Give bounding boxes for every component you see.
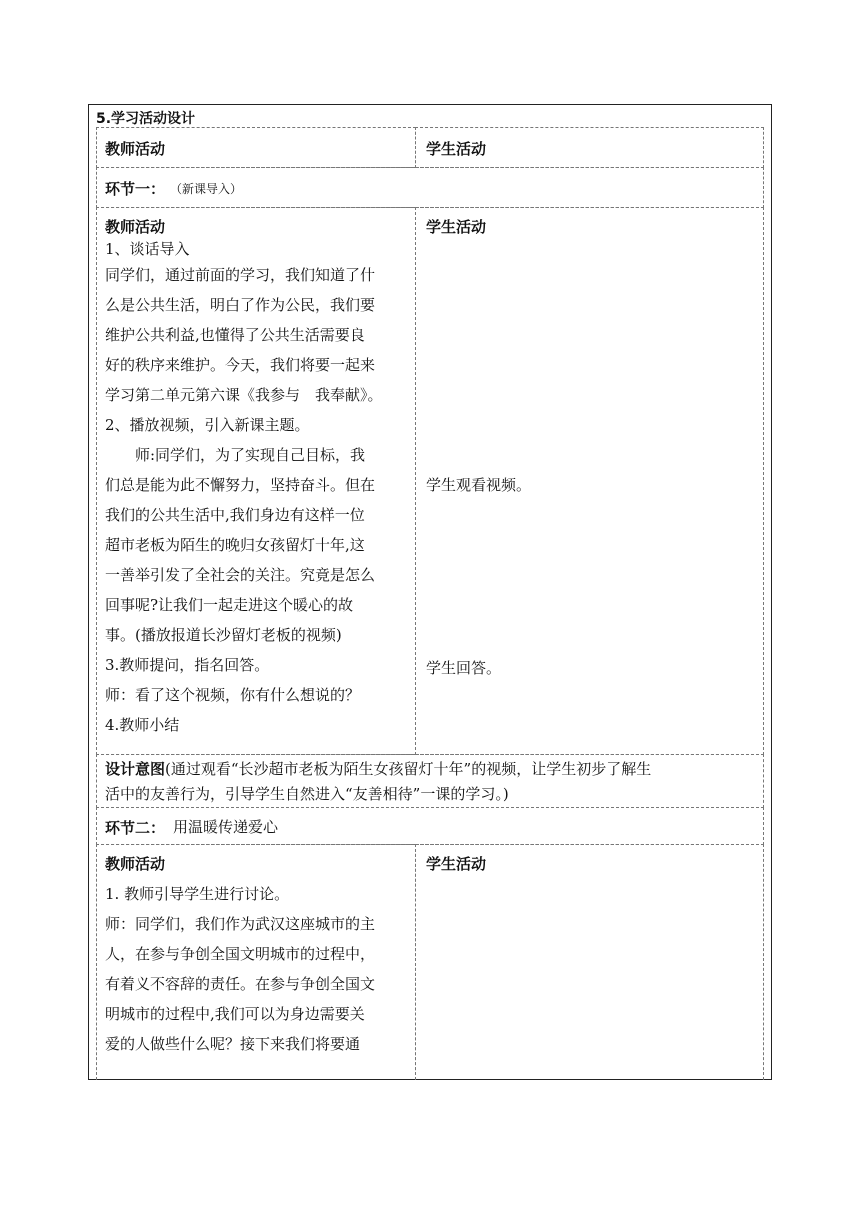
text-line: 1、谈话导入: [105, 240, 190, 258]
design-intent-text: [105, 757, 651, 807]
block2-teacher-head: 教师活动: [105, 855, 166, 873]
text-line: 人，在参与争创全国文明城市的过程中，: [105, 945, 376, 963]
stage1-row: [96, 167, 764, 208]
stage2-row: [96, 807, 764, 845]
header-student-label: 学生活动: [426, 140, 487, 158]
text-line: 好的秩序来维护。今天，我们将要一起来: [105, 356, 376, 374]
stage2-title: 用温暖传递爱心: [173, 818, 279, 836]
text-line: 师:同学们，为了实现自己目标，我: [105, 446, 366, 464]
text-line: 维护公共利益,也懂得了公共生活需要良: [105, 326, 365, 344]
design-intent-line1: (通过观看“长沙超市老板为陌生女孩留灯十年”的视频，让学生初步了解生: [165, 760, 652, 778]
text-line: 师：同学们，我们作为武汉这座城市的主: [105, 915, 376, 933]
block1-teacher-cell: [96, 207, 416, 755]
text-line: 么是公共生活，明白了作为公民，我们要: [105, 296, 376, 314]
text-line: 2、播放视频，引入新课主题。: [105, 416, 310, 434]
design-intent-line2: 活中的友善行为，引导学生自然进入“友善相待”一课的学习。): [105, 785, 509, 803]
header-student-cell: [415, 127, 764, 168]
header-teacher-cell: [96, 127, 416, 168]
text-line: 1. 教师引导学生进行讨论。: [105, 885, 290, 903]
block2-student-head: 学生活动: [426, 855, 487, 873]
text-line: 有着义不容辞的责任。在参与争创全国文: [105, 975, 376, 993]
header-teacher-label: 教师活动: [105, 140, 166, 158]
block1-teacher-head: 教师活动: [105, 218, 166, 236]
text-line: 一善举引发了全社会的关注。究竟是怎么: [105, 566, 376, 584]
text-line: 师：看了这个视频，你有什么想说的？: [105, 686, 361, 704]
stage1-note: （新课导入）: [170, 182, 243, 196]
student-answer-text: 学生回答。: [426, 659, 502, 677]
block2-student-cell: [415, 844, 764, 1080]
text-line: 同学们，通过前面的学习，我们知道了什: [105, 266, 376, 284]
section-title: 5.学习活动设计: [96, 111, 196, 127]
text-line: 4.教师小结: [105, 716, 180, 734]
text-line: 学习第二单元第六课《我参与 我奉献》。: [105, 386, 383, 404]
text-line: 们总是能为此不懈努力，坚持奋斗。但在: [105, 476, 376, 494]
text-line: 明城市的过程中,我们可以为身边需要关: [105, 1005, 365, 1023]
text-line: 我们的公共生活中,我们身边有这样一位: [105, 506, 365, 524]
text-line: 事。(播放报道长沙留灯老板的视频): [105, 626, 342, 644]
text-line: 超市老板为陌生的晚归女孩留灯十年,这: [105, 536, 365, 554]
design-intent-label: 设计意图: [105, 760, 166, 778]
stage1-label: 环节一：: [105, 180, 166, 198]
student-watch-text: 学生观看视频。: [426, 476, 532, 494]
block1-student-cell: [415, 207, 764, 755]
stage2-label: 环节二：: [105, 819, 166, 837]
block1-teacher-text: [105, 238, 383, 740]
design-intent-row: [96, 754, 764, 808]
text-line: 回事呢?让我们一起走进这个暖心的故: [105, 596, 354, 614]
text-line: 3.教师提问，指名回答。: [105, 656, 270, 674]
block1-student-head: 学生活动: [426, 218, 487, 236]
text-line: 爱的人做些什么呢？接下来我们将要通: [105, 1035, 361, 1053]
block2-teacher-cell: [96, 844, 416, 1080]
block2-teacher-text: [105, 879, 375, 1059]
